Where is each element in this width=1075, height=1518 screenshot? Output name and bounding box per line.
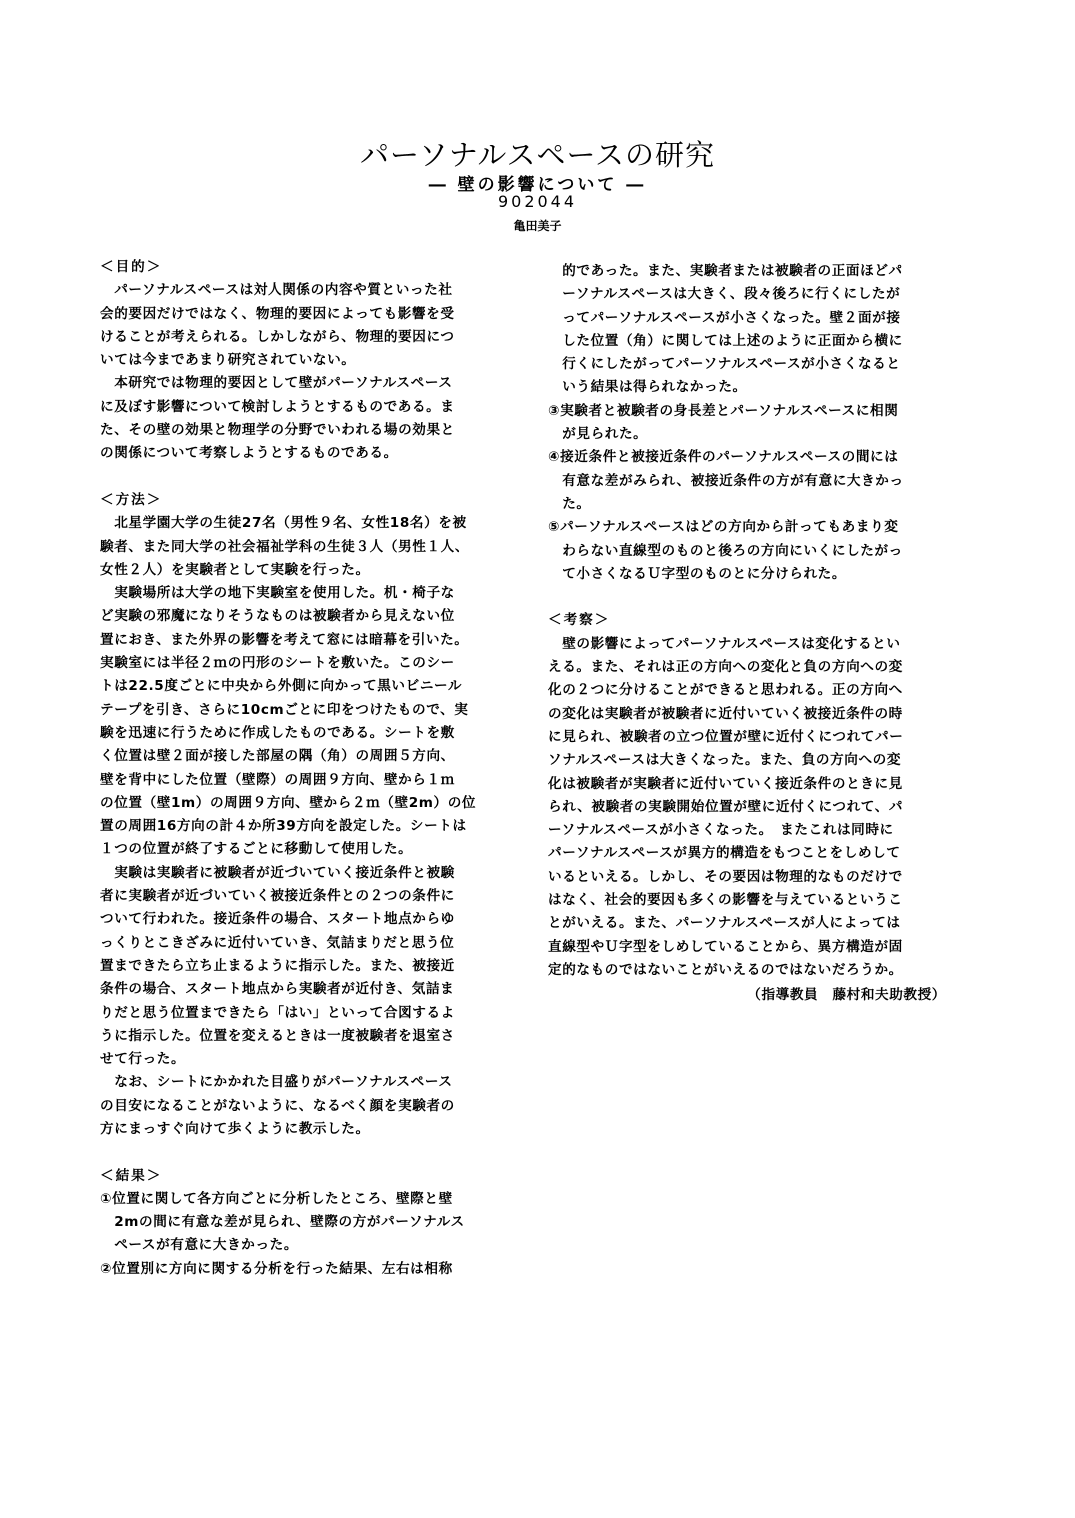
right-column xyxy=(548,260,950,1008)
text-line: 本研究では物理的要因として壁がパーソナルスペース xyxy=(100,375,453,392)
text-line: 行くにしたがってパーソナルスペースが小さくなると xyxy=(548,356,901,373)
text-line: の目安になることがないように、なるべく顔を実験者の xyxy=(100,1097,455,1114)
paragraph-gap xyxy=(100,1141,505,1164)
text-line: 北星学園大学の生徒27名（男性９名、女性18名）を被 xyxy=(100,515,467,532)
text-line: いるといえる。しかし、その要因は物理的なものだけで xyxy=(548,868,903,885)
text-line: 女性２人）を実験者として実験を行った。 xyxy=(100,561,370,578)
text-line: ーソナルスペースは大きく、段々後ろに行くにしたが xyxy=(548,286,901,303)
text-line: た。 xyxy=(548,495,591,512)
text-line: た、その壁の効果と物理学の分野でいわれる場の効果と xyxy=(100,422,455,439)
text-line: 実験場所は大学の地下実験室を使用した。机・椅子な xyxy=(100,585,455,602)
text-line: の関係について考察しようとするものである。 xyxy=(100,445,398,462)
text-line: いう結果は得られなかった。 xyxy=(548,379,747,396)
paper-subtitle: ― 壁の影響について ― xyxy=(428,175,647,195)
left-column xyxy=(100,256,505,1281)
text-line: 条件の場合、スタート地点から実験者が近付き、気詰ま xyxy=(100,981,455,998)
text-line: ーソナルスペースが小さくなった。 またこれは同時に xyxy=(548,822,894,839)
text-line: 的であった。また、実験者または被験者の正面ほどパ xyxy=(548,263,903,279)
text-line: 会的要因だけではなく、物理的要因によっても影響を受 xyxy=(100,305,455,322)
text-line: テープを引き、さらに10cmごとに印をつけたもので、実 xyxy=(100,701,469,718)
text-line: いては今まであまり研究されていない。 xyxy=(100,352,356,369)
text-line: に見られ、被験者の立つ位置が壁に近付くにつれてパー xyxy=(548,728,904,745)
text-line: うに指示した。位置を変えるときは一度被験者を退室さ xyxy=(100,1027,455,1044)
text-line: ってパーソナルスペースが小さくなった。壁２面が接 xyxy=(548,309,901,326)
text-line: く位置は壁２面が接した部屋の隅（角）の周囲５方向、 xyxy=(100,748,455,765)
text-line: １つの位置が終了するごとに移動して使用した。 xyxy=(100,841,413,858)
text-line: ど実験の邪魔になりそうなものは被験者から見えない位 xyxy=(100,608,455,625)
text-line: える。また、それは正の方向への変化と負の方向への変 xyxy=(548,659,903,676)
student-number: 902044 xyxy=(497,192,578,211)
text-line: 験者、また同大学の社会福祉学科の生徒３人（男性１人、 xyxy=(100,538,470,555)
text-line: ソナルスペースは大きくなった。また、負の方向への変 xyxy=(548,752,902,769)
text-line: せて行った。 xyxy=(100,1051,186,1068)
text-line: りだと思う位置まできたら「はい」といって合図するよ xyxy=(100,1004,455,1021)
section-heading: ＜方法＞ xyxy=(100,491,163,508)
section-heading: ＜考察＞ xyxy=(548,612,611,629)
text-line: が見られた。 xyxy=(548,426,648,443)
text-line: わらない直線型のものと後ろの方向にいくにしたがっ xyxy=(548,542,903,559)
text-line: 方にまっすぐ向けて歩くように教示した。 xyxy=(100,1120,370,1137)
text-line: ③実験者と被験者の身長差とパーソナルスペースに相関 xyxy=(548,402,899,419)
text-line: の変化は実験者が被験者に近付いていく被接近条件の時 xyxy=(548,705,903,722)
text-line: に及ぼす影響について検討しようとするものである。ま xyxy=(100,398,455,415)
paragraph-gap xyxy=(548,586,950,609)
text-line: はなく、社会的要因も多くの影響を与えているというこ xyxy=(548,892,903,909)
text-line: 置まできたら立ち止まるように指示した。また、被接近 xyxy=(100,957,455,974)
text-line: とがいえる。また、パーソナルスペースが人によっては xyxy=(548,915,901,932)
text-line: 有意な差がみられ、被接近条件の方が有意に大きかっ xyxy=(548,472,904,489)
text-line: 置の周囲16方向の計４か所39方向を設定した。シートは xyxy=(100,818,467,835)
text-line: ⑤パーソナルスペースはどの方向から計ってもあまり変 xyxy=(548,519,899,536)
text-line: 直線型やＵ字型をしめしていることから、異方構造が固 xyxy=(548,938,903,955)
text-line: ②位置別に方向に関する分析を行った結果、左右は相称 xyxy=(100,1260,453,1277)
text-line: 化の２つに分けることができると思われる。正の方向へ xyxy=(548,682,903,699)
text-line: けることが考えられる。しかしながら、物理的要因につ xyxy=(100,328,455,345)
text-line: られ、被験者の実験開始位置が壁に近付くにつれて、パ xyxy=(548,798,904,815)
advisor-note: （指導教員 藤村和夫助教授） xyxy=(747,987,946,1004)
text-line: 置におき、また外界の影響を考えて窓には暗幕を引いた。 xyxy=(100,631,469,648)
section-heading: ＜目的＞ xyxy=(100,259,163,275)
text-line: した位置（角）に関しては上述のように正面から横に xyxy=(548,332,903,349)
paper-title: パーソナルスペースの研究 xyxy=(359,138,716,172)
text-line: ついて行われた。接近条件の場合、スタート地点からゆ xyxy=(100,911,455,928)
text-line: 定的なものではないことがいえるのではないだろうか。 xyxy=(548,961,903,978)
text-line: 験を迅速に行うために作成したものである。シートを敷 xyxy=(100,724,455,741)
text-line: 実験は実験者に被験者が近づいていく接近条件と被験 xyxy=(100,864,455,881)
text-line: 壁を背中にした位置（壁際）の周囲９方向、壁から１ｍ xyxy=(100,771,455,788)
author-name: 亀田美子 xyxy=(513,219,562,233)
text-line: の位置（壁1m）の周囲９方向、壁から２ｍ（壁2m）の位 xyxy=(100,794,477,811)
text-line: て小さくなるＵ字型のものとに分けられた。 xyxy=(548,565,847,582)
text-line: パーソナルスペースが異方的構造をもつことをしめして xyxy=(548,845,901,862)
text-line: ④接近条件と被接近条件のパーソナルスペースの間には xyxy=(548,449,899,466)
text-line: 者に実験者が近づいていく被接近条件との２つの条件に xyxy=(100,888,455,905)
paragraph-gap xyxy=(100,466,505,489)
text-line: っくりとこきざみに近付いていき、気詰まりだと思う位 xyxy=(100,934,455,951)
text-line: なお、シートにかかれた目盛りがパーソナルスペース xyxy=(100,1074,453,1091)
text-line: パーソナルスペースは対人関係の内容や質といった社 xyxy=(100,282,453,299)
text-line: 化は被験者が実験者に近付いていく接近条件のときに見 xyxy=(548,775,903,792)
text-line: 実験室には半径２ｍの円形のシートを敷いた。このシー xyxy=(100,655,455,672)
section-heading: ＜結果＞ xyxy=(100,1167,163,1184)
text-line: ペースが有意に大きかった。 xyxy=(100,1237,299,1254)
text-line: トは22.5度ごとに中央から外側に向かって黒いビニール xyxy=(100,678,463,695)
text-line: 2mの間に有意な差が見られ、壁際の方がパーソナルス xyxy=(100,1214,465,1231)
text-line: ①位置に関して各方向ごとに分析したところ、壁際と壁 xyxy=(100,1190,453,1207)
text-line: 壁の影響によってパーソナルスペースは変化するとい xyxy=(548,635,901,652)
